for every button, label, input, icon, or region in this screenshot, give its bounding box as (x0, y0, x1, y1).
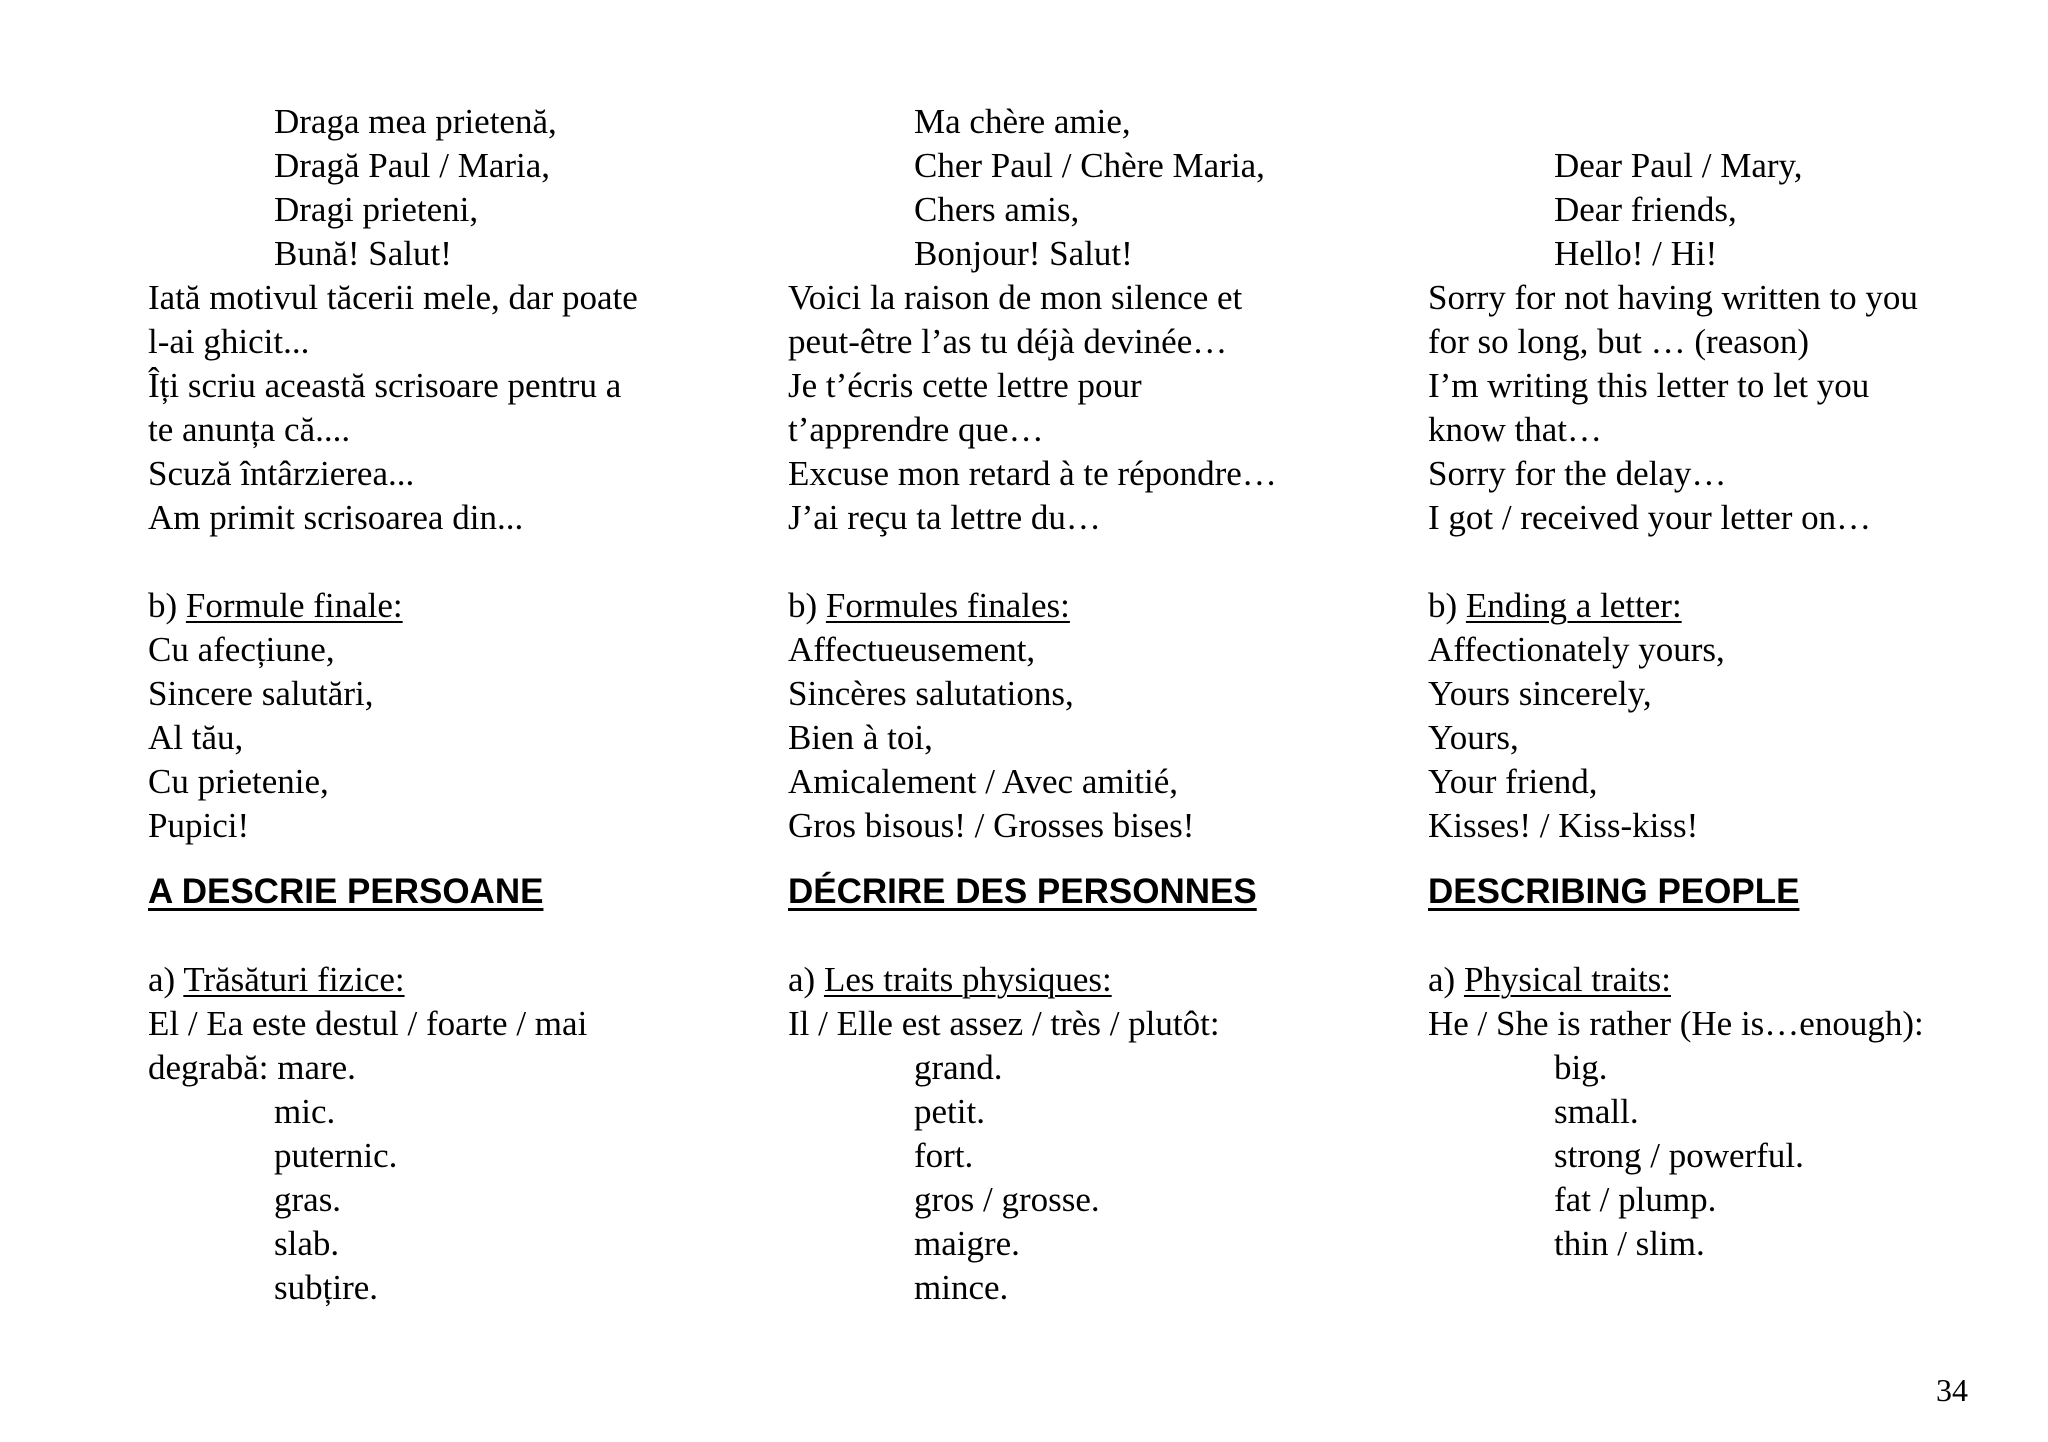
endings-title: Ending a letter: (1465, 586, 1682, 625)
trait-item: fat / plump. (1554, 1180, 1717, 1219)
ending-line: Your friend, (1428, 762, 1598, 801)
opening-line: t’apprendre que… (788, 410, 1044, 449)
ending-line: Sincères salutations, (788, 674, 1074, 713)
traits-line: El / Ea este destul / foarte / mai (148, 1004, 588, 1043)
traits-line: degrabă: mare. (148, 1048, 356, 1087)
ending-line: Yours, (1428, 718, 1519, 757)
endings-prefix: b) (148, 586, 186, 625)
ending-line: Al tău, (148, 718, 244, 757)
traits-title: Les traits physiques: (823, 960, 1112, 999)
trait-item: subțire. (274, 1268, 379, 1307)
traits-subheading (788, 958, 1388, 1002)
greeting-line: Bună! Salut! (274, 234, 452, 273)
ending-line: Bien à toi, (788, 718, 933, 757)
ending-line: Cu prietenie, (148, 762, 329, 801)
trait-item: strong / powerful. (1554, 1136, 1804, 1175)
trait-item: gras. (274, 1180, 342, 1219)
endings-subheading (1428, 584, 2028, 628)
ending-line: Affectionately yours, (1428, 630, 1725, 669)
opening-line: J’ai reçu ta lettre du… (788, 498, 1101, 537)
trait-item: mince. (914, 1268, 1009, 1307)
traits-prefix: a) (1428, 960, 1464, 999)
opening-line: Sorry for the delay… (1428, 454, 1727, 493)
endings-title: Formule finale: (185, 586, 403, 625)
greeting-line: Bonjour! Salut! (914, 234, 1133, 273)
traits-title: Trăsături fizice: (183, 960, 405, 999)
opening-line: te anunța că.... (148, 410, 351, 449)
ending-line: Amicalement / Avec amitié, (788, 762, 1179, 801)
greeting-line: Hello! / Hi! (1554, 234, 1718, 273)
traits-title: Physical traits: (1463, 960, 1672, 999)
greeting-line: Cher Paul / Chère Maria, (914, 146, 1265, 185)
trait-item: fort. (914, 1136, 974, 1175)
opening-line: I got / received your letter on… (1428, 498, 1872, 537)
opening-line: Scuză întârzierea... (148, 454, 415, 493)
opening-line: Je t’écris cette lettre pour (788, 366, 1142, 405)
trait-item: thin / slim. (1554, 1224, 1705, 1263)
trait-item: petit. (914, 1092, 985, 1131)
traits-line: He / She is rather (He is…enough): (1428, 1004, 1924, 1043)
endings-subheading (788, 584, 1388, 628)
section-heading: A DESCRIE PERSOANE (148, 872, 544, 911)
opening-line: Excuse mon retard à te répondre… (788, 454, 1277, 493)
trait-item: big. (1554, 1048, 1608, 1087)
opening-line: for so long, but … (reason) (1428, 322, 1810, 361)
greeting-line: Dragă Paul / Maria, (274, 146, 551, 185)
trait-item: small. (1554, 1092, 1639, 1131)
greeting-line: Dear friends, (1554, 190, 1737, 229)
opening-line: Voici la raison de mon silence et (788, 278, 1243, 317)
ending-line: Yours sincerely, (1428, 674, 1652, 713)
traits-subheading (1428, 958, 2028, 1002)
greeting-line: Dragi prieteni, (274, 190, 479, 229)
page-number: 34 (1936, 1372, 1968, 1408)
opening-line: I’m writing this letter to let you (1428, 366, 1870, 405)
endings-subheading (148, 584, 748, 628)
endings-title: Formules finales: (825, 586, 1070, 625)
section-heading: DÉCRIRE DES PERSONNES (788, 872, 1257, 911)
endings-prefix: b) (788, 586, 826, 625)
ending-line: Sincere salutări, (148, 674, 374, 713)
ending-line: Cu afecțiune, (148, 630, 335, 669)
traits-prefix: a) (148, 960, 184, 999)
traits-prefix: a) (788, 960, 824, 999)
trait-item: gros / grosse. (914, 1180, 1100, 1219)
greeting-line: Ma chère amie, (914, 102, 1131, 141)
ending-line: Affectueusement, (788, 630, 1036, 669)
traits-line: Il / Elle est assez / très / plutôt: (788, 1004, 1220, 1043)
ending-line: Kisses! / Kiss-kiss! (1428, 806, 1699, 845)
greeting-line: Draga mea prietenă, (274, 102, 557, 141)
trait-item: slab. (274, 1224, 340, 1263)
greeting-line: Chers amis, (914, 190, 1080, 229)
opening-line: know that… (1428, 410, 1603, 449)
english-column (1428, 100, 2028, 1266)
trait-item: puternic. (274, 1136, 398, 1175)
trait-item: maigre. (914, 1224, 1020, 1263)
opening-line: l-ai ghicit... (148, 322, 310, 361)
greeting-line: Dear Paul / Mary, (1554, 146, 1803, 185)
opening-line: Iată motivul tăcerii mele, dar poate (148, 278, 638, 317)
opening-line: Îți scriu această scrisoare pentru a (148, 366, 622, 405)
endings-prefix: b) (1428, 586, 1466, 625)
romanian-column (148, 100, 748, 1310)
trait-item: mic. (274, 1092, 336, 1131)
ending-line: Gros bisous! / Grosses bises! (788, 806, 1195, 845)
opening-line: Sorry for not having written to you (1428, 278, 1918, 317)
trait-item: grand. (914, 1048, 1003, 1087)
traits-subheading (148, 958, 748, 1002)
ending-line: Pupici! (148, 806, 250, 845)
french-column (788, 100, 1388, 1310)
opening-line: peut-être l’as tu déjà devinée… (788, 322, 1228, 361)
opening-line: Am primit scrisoarea din... (148, 498, 524, 537)
section-heading: DESCRIBING PEOPLE (1428, 872, 1800, 911)
